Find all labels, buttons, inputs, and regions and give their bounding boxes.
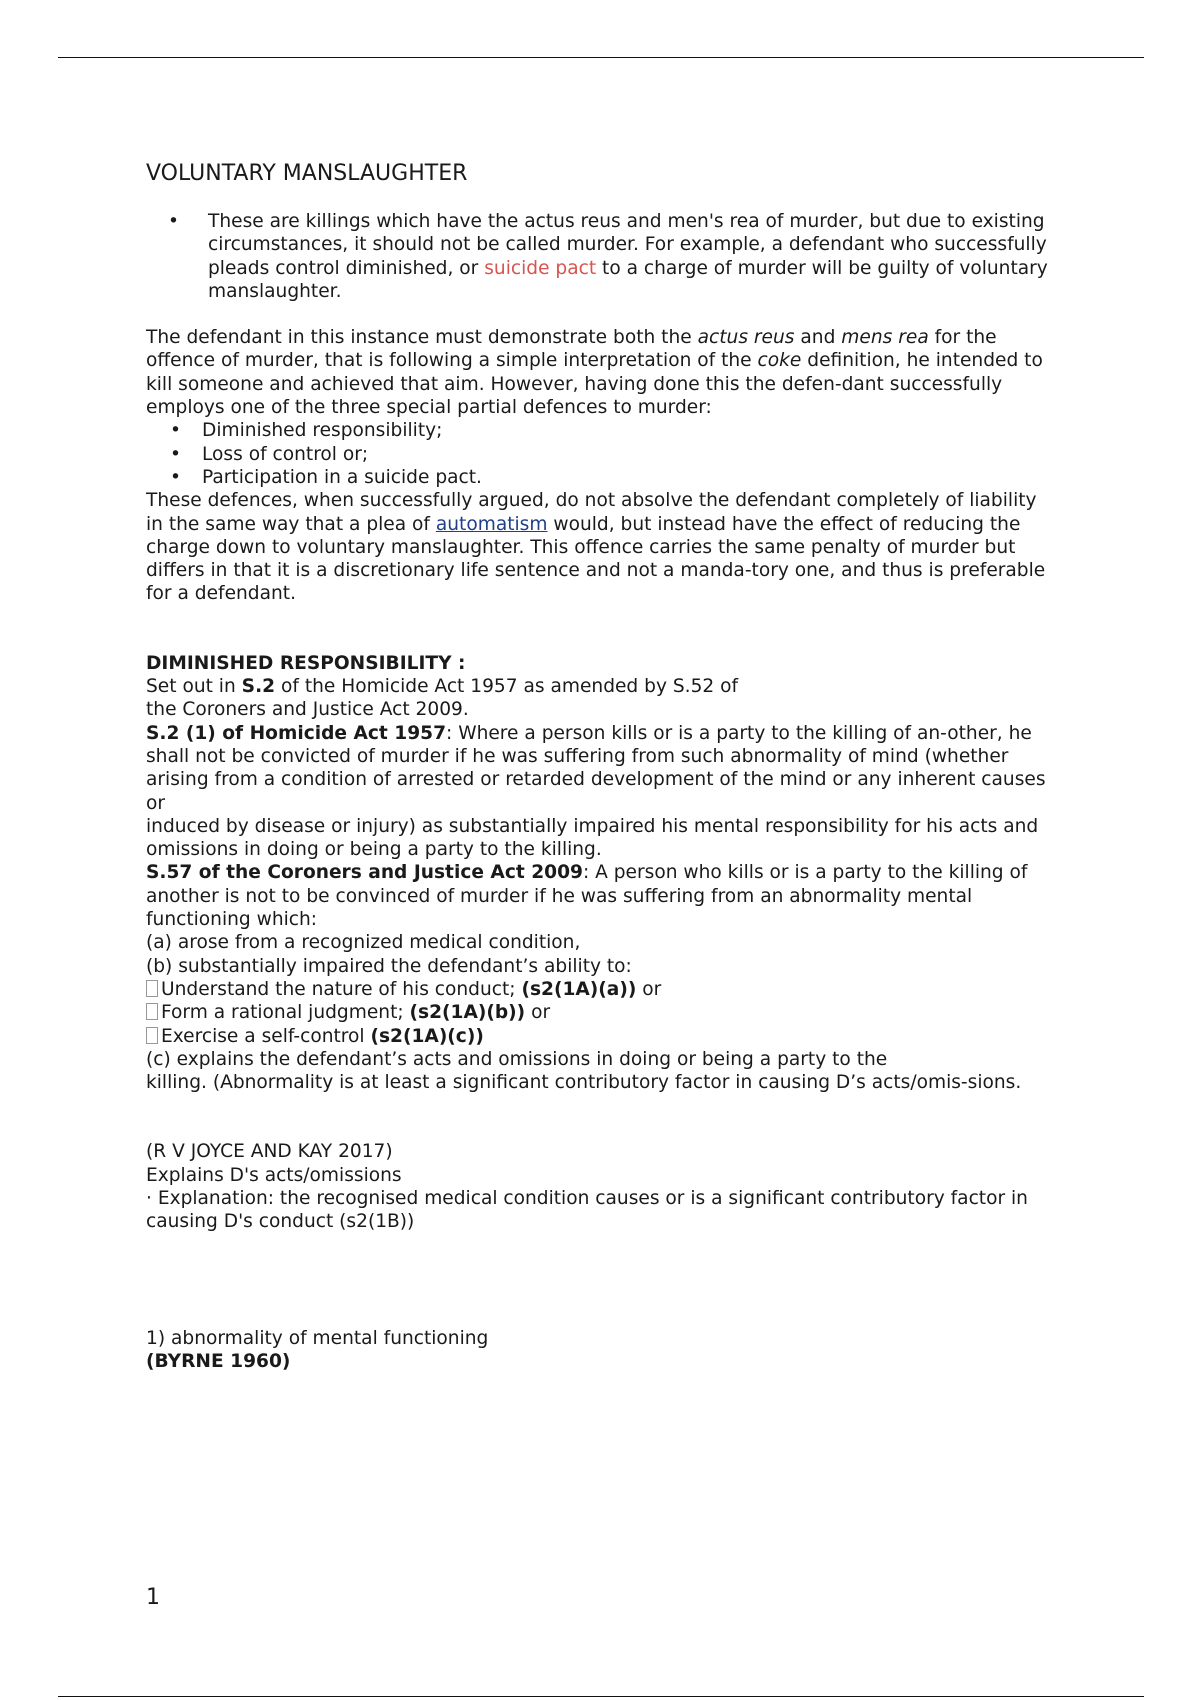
- s2-line: shall not be convicted of murder if he was suffering from such abnormality of mind (whether: [146, 745, 1009, 767]
- s57-line: (b) substantially impaired the defendant’s ability to:: [146, 955, 632, 977]
- box-glyph-icon: [146, 980, 158, 997]
- s57-line-1: S.57 of the Coroners and Justice Act 2009: A person who kills or is a party to the killing of: [146, 862, 1028, 884]
- point-heading: 1) abnormality of mental functioning: [146, 1327, 489, 1349]
- box-glyph-icon: [146, 1003, 158, 1020]
- document-body: [146, 160, 1058, 1373]
- list-item: • Participation in a suicide pact.: [170, 466, 482, 488]
- list-item: • Diminished responsibility;: [170, 420, 443, 442]
- section-heading-diminished-responsibility: DIMINISHED RESPONSIBILITY :: [146, 652, 466, 674]
- s2-line: omissions in doing or being a party to the killing.: [146, 839, 602, 861]
- case-line: · Explanation: the recognised medical condition causes or is a significant contributory factor in causing D's conduct (s2(1B)): [146, 1187, 1028, 1233]
- intro-bullet: • These are killings which have the actus reus and men's rea of murder, but due to existing circumstances, it should not be called murder. For example, a defendant who successfully pleads control diminished, or suicide pact to a charge of murder will be guilty of voluntary manslaughter.: [168, 211, 1048, 302]
- case-heading: (R V JOYCE AND KAY 2017): [146, 1141, 393, 1163]
- c-line: killing. (Abnormality is at least a significant contributory factor in causing D’s acts/omis-sions.: [146, 1072, 1022, 1094]
- box-glyph-icon: [146, 1027, 158, 1044]
- header-rule: [58, 57, 1144, 58]
- s57-line: (a) arose from a recognized medical condition,: [146, 932, 581, 954]
- s2-line-1: S.2 (1) of Homicide Act 1957: Where a person kills or is a party to the killing of an-other, he: [146, 722, 1032, 744]
- defences-list: [146, 419, 1058, 489]
- bullet-icon: •: [170, 443, 181, 465]
- case-line: Explains D's acts/omissions: [146, 1164, 402, 1186]
- sub-item: Form a rational judgment; (s2(1A)(b)) or: [146, 1001, 1058, 1024]
- footer-rule: [58, 1696, 1144, 1697]
- bullet-icon: •: [170, 466, 181, 488]
- page-number: 1: [146, 1585, 160, 1610]
- set-out-line: Set out in S.2 of the Homicide Act 1957 as amended by S.52 of: [146, 676, 739, 698]
- point-case: (BYRNE 1960): [146, 1350, 291, 1372]
- s2-line: arising from a condition of arrested or retarded development of the mind or any inherent causes or: [146, 769, 1046, 814]
- paragraph-actus-mens: The defendant in this instance must demonstrate both the actus reus and mens rea for the offence of murder, that is following a simple interpretation of the coke definition, he intended to kill someone and achieved that aim. However, having done this the defen-dant successfully employs one of the three special partial defences to murder:: [146, 327, 1043, 419]
- automatism-link[interactable]: automatism: [435, 513, 548, 535]
- c-line: (c) explains the defendant’s acts and omissions in doing or being a party to the: [146, 1048, 888, 1070]
- bullet-icon: •: [168, 211, 179, 232]
- list-item: • Loss of control or;: [170, 443, 369, 465]
- s2-line: induced by disease or injury) as substantially impaired his mental responsibility for his acts and: [146, 815, 1039, 837]
- paragraph-defences-effect: These defences, when successfully argued, do not absolve the defendant completely of liability in the same way that a plea of automatism would, but instead have the effect of reducing the charge down to voluntary manslaughter. This offence carries the same penalty of murder but differs in that it is a discretionary life sentence and not a manda-tory one, and thus is preferable for a defendant.: [146, 490, 1046, 605]
- suicide-pact-highlight: suicide pact: [484, 257, 597, 279]
- bullet-icon: •: [170, 420, 181, 442]
- sub-item: Exercise a self-control (s2(1A)(c)): [146, 1025, 1058, 1048]
- sub-item: Understand the nature of his conduct; (s2(1A)(a)) or: [146, 978, 1058, 1001]
- set-out-line-2: the Coroners and Justice Act 2009.: [146, 699, 469, 721]
- page-title: VOLUNTARY MANSLAUGHTER: [146, 161, 468, 186]
- s57-line: another is not to be convinced of murder if he was suffering from an abnormality mental functioning which:: [146, 885, 973, 931]
